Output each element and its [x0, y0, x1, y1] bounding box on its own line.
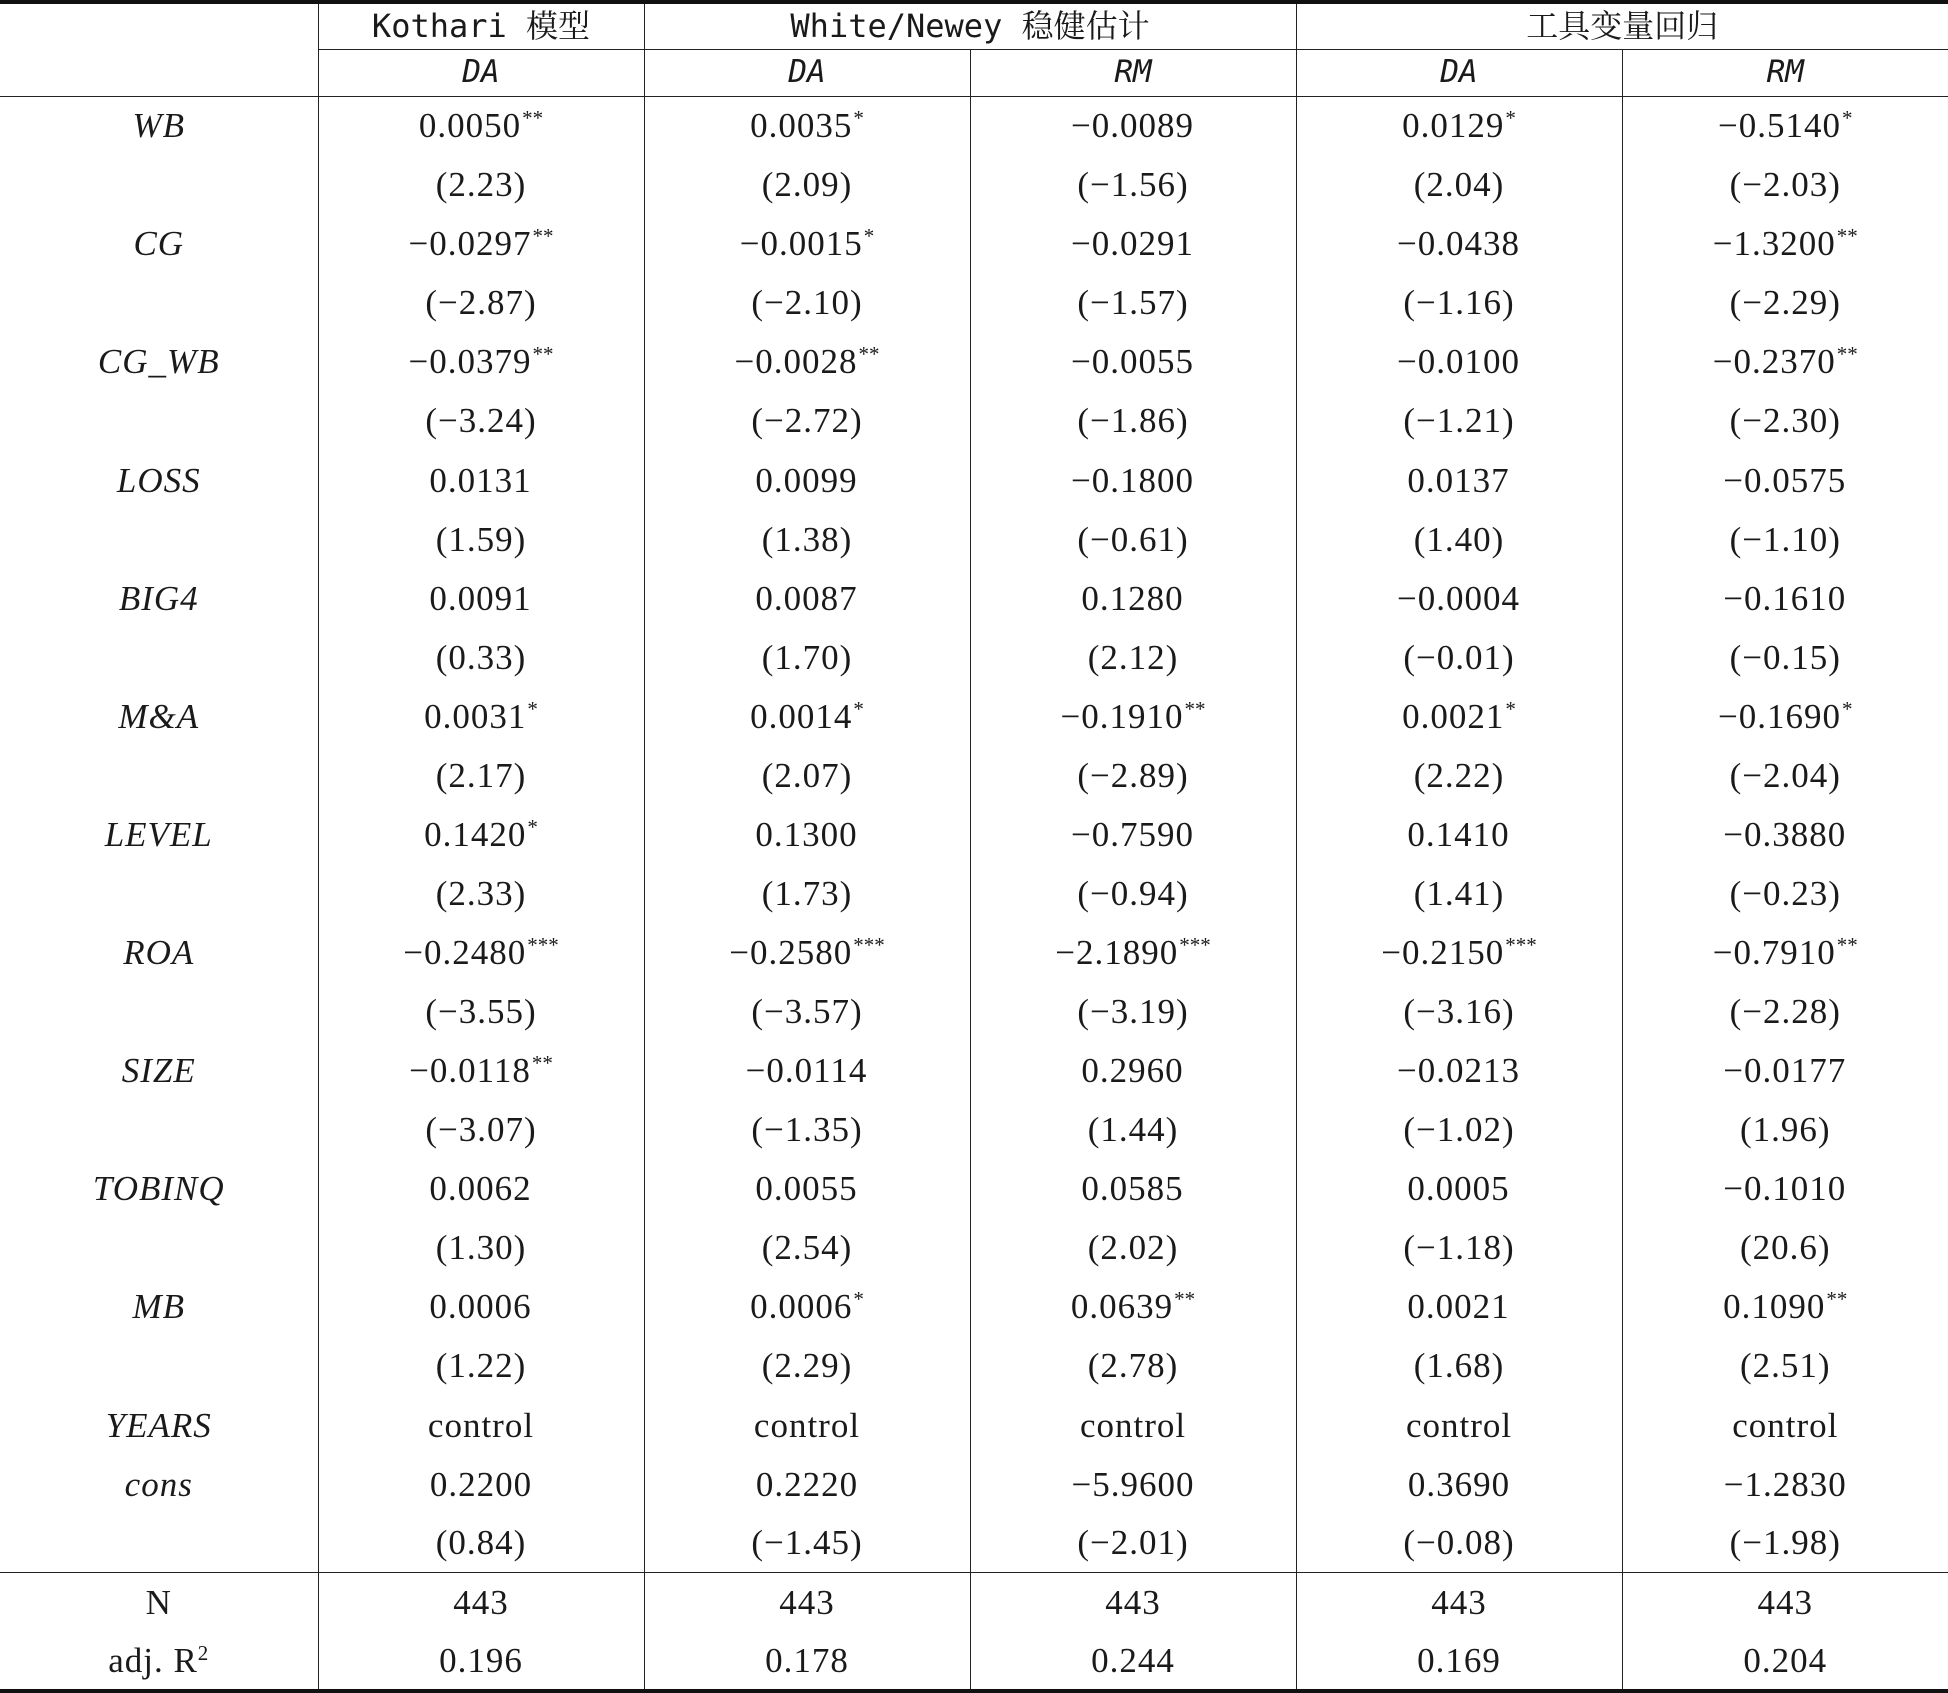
coefficient-cell [1622, 1041, 1948, 1100]
coefficient-value: 0.1410 [1407, 814, 1510, 854]
t-statistic-cell: (−2.28) [1622, 982, 1948, 1041]
significance-stars: * [1842, 696, 1853, 721]
t-statistic-cell: (2.07) [644, 746, 970, 805]
row-variable-label: ROA [123, 933, 195, 972]
t-statistic-cell: (1.40) [1296, 510, 1622, 569]
row-stub-empty [0, 982, 318, 1041]
coefficient-value: −0.1910 [1060, 696, 1184, 736]
significance-stars: * [527, 696, 538, 721]
t-statistic-cell: (1.73) [644, 864, 970, 923]
coefficient-value: −0.7910 [1712, 933, 1836, 972]
coefficient-value: −0.0177 [1723, 1051, 1847, 1091]
coefficient-cell [318, 450, 644, 509]
t-statistic-cell: (2.17) [318, 746, 644, 805]
t-statistic-cell: (−0.15) [1622, 628, 1948, 687]
row-stub-empty [0, 510, 318, 569]
coefficient-cell: −1.2830 [1622, 1455, 1948, 1514]
coefficient-cell [1622, 332, 1948, 391]
significance-stars: * [1505, 106, 1516, 131]
t-statistic-cell: (2.33) [318, 864, 644, 923]
t-statistic-cell: (2.51) [1622, 1336, 1948, 1395]
coefficient-cell: 0.2200 [318, 1455, 644, 1514]
coefficient-cell [318, 805, 644, 864]
coefficient-value: −0.1010 [1723, 1169, 1847, 1209]
row-variable-label: LOSS [116, 460, 201, 500]
coefficient-cell [970, 923, 1296, 982]
coefficient-cell [970, 1277, 1296, 1336]
observation-count-cell: 443 [644, 1573, 970, 1632]
t-statistic-cell: (−3.19) [970, 982, 1296, 1041]
coefficient-cell [1622, 450, 1948, 509]
column-subheader: RM [1622, 49, 1948, 96]
row-stub-empty [0, 628, 318, 687]
row-variable-label: WB [132, 106, 186, 146]
coefficient-cell: 0.2220 [644, 1455, 970, 1514]
t-statistic-cell: (20.6) [1622, 1218, 1948, 1277]
significance-stars: * [863, 224, 875, 249]
coefficient-cell [318, 569, 644, 628]
coefficient-cell [970, 1159, 1296, 1218]
control-cell: control [318, 1395, 644, 1454]
coefficient-cell [318, 1277, 644, 1336]
coefficient-cell [1296, 450, 1622, 509]
row-stub-empty [0, 746, 318, 805]
adj-r2-cell: 0.196 [318, 1632, 644, 1691]
significance-stars: *** [1505, 933, 1537, 957]
significance-stars: * [527, 814, 538, 839]
significance-stars: *** [527, 933, 559, 957]
t-statistic-cell: (−2.87) [318, 273, 644, 332]
row-variable-label: LEVEL [104, 814, 213, 854]
coefficient-value: 0.0006 [750, 1287, 853, 1327]
t-statistic-cell: (−1.56) [970, 155, 1296, 214]
header-stub [0, 2, 318, 96]
adj-r2-cell: 0.204 [1622, 1632, 1948, 1691]
coefficient-cell [318, 332, 644, 391]
coefficient-value: 0.0087 [755, 578, 858, 618]
coefficient-value: −0.2150 [1381, 933, 1505, 972]
t-statistic-cell: (−1.45) [644, 1514, 970, 1573]
t-statistic-cell: (1.59) [318, 510, 644, 569]
row-stub-empty [0, 391, 318, 450]
column-subheader: DA [1296, 49, 1622, 96]
t-statistic-cell: (−2.03) [1622, 155, 1948, 214]
coefficient-value: −0.2370 [1712, 342, 1836, 382]
coefficient-cell [970, 214, 1296, 273]
coefficient-value: −0.0100 [1397, 342, 1521, 382]
coefficient-cell [970, 96, 1296, 155]
significance-stars: *** [1179, 933, 1211, 957]
t-statistic-cell: (−1.10) [1622, 510, 1948, 569]
column-group-header: 工具变量回归 [1296, 2, 1948, 49]
coefficient-cell [1296, 214, 1622, 273]
coefficient-value: −0.1690 [1718, 696, 1842, 736]
t-statistic-cell: (1.22) [318, 1336, 644, 1395]
coefficient-cell [318, 214, 644, 273]
significance-stars: * [1505, 696, 1516, 721]
control-cell: control [1296, 1395, 1622, 1454]
control-cell: control [970, 1395, 1296, 1454]
adj-r2-cell: 0.244 [970, 1632, 1296, 1691]
control-cell: control [644, 1395, 970, 1454]
row-stub-empty [0, 155, 318, 214]
t-statistic-cell: (−1.21) [1296, 391, 1622, 450]
row-variable-label: YEARS [105, 1405, 212, 1445]
t-statistic-cell: (1.68) [1296, 1336, 1622, 1395]
coefficient-value: −0.1610 [1723, 578, 1847, 618]
significance-stars: ** [1836, 224, 1858, 249]
column-subheader: RM [970, 49, 1296, 96]
significance-stars: ** [1184, 696, 1206, 721]
coefficient-cell [644, 569, 970, 628]
coefficient-value: 0.0006 [429, 1287, 532, 1327]
adj-r2-superscript: 2 [197, 1640, 210, 1665]
coefficient-value: 0.0639 [1070, 1287, 1174, 1327]
coefficient-value: −0.0015 [739, 224, 863, 264]
significance-stars: ** [532, 342, 554, 367]
t-statistic-cell: (−2.29) [1622, 273, 1948, 332]
t-statistic-cell: (−3.07) [318, 1100, 644, 1159]
coefficient-value: 0.0050 [418, 106, 522, 146]
coefficient-cell [644, 687, 970, 746]
coefficient-value: 0.0005 [1407, 1169, 1510, 1209]
coefficient-cell [970, 687, 1296, 746]
significance-stars: ** [532, 224, 554, 249]
coefficient-value: −0.3880 [1723, 814, 1847, 854]
significance-stars: ** [1836, 342, 1858, 367]
coefficient-cell: −5.9600 [970, 1455, 1296, 1514]
coefficient-cell [644, 332, 970, 391]
coefficient-cell [644, 1277, 970, 1336]
row-variable-label: TOBINQ [92, 1169, 225, 1209]
significance-stars: * [853, 1287, 864, 1312]
coefficient-value: 0.0137 [1407, 460, 1510, 500]
row-variable-label: M&A [118, 696, 200, 736]
coefficient-value: 0.1420 [424, 814, 527, 854]
column-subheader: DA [318, 49, 644, 96]
coefficient-cell [1296, 332, 1622, 391]
coefficient-cell [318, 1041, 644, 1100]
coefficient-value: −0.0118 [409, 1051, 531, 1091]
t-statistic-cell: (2.02) [970, 1218, 1296, 1277]
coefficient-cell [1622, 1277, 1948, 1336]
coefficient-value: 0.1280 [1081, 578, 1184, 618]
coefficient-value: −0.0297 [408, 224, 532, 264]
coefficient-cell [1296, 805, 1622, 864]
row-variable-label: CG [133, 224, 185, 264]
coefficient-value: −0.7590 [1071, 814, 1194, 854]
row-stub-empty [0, 1218, 318, 1277]
t-statistic-cell: (1.70) [644, 628, 970, 687]
significance-stars: ** [531, 1051, 553, 1076]
coefficient-value: 0.0131 [429, 460, 532, 500]
coefficient-value: −0.0089 [1071, 106, 1194, 146]
t-statistic-cell: (2.12) [970, 628, 1296, 687]
coefficient-cell [1296, 687, 1622, 746]
coefficient-cell [970, 805, 1296, 864]
coefficient-value: −0.2480 [403, 933, 527, 972]
row-variable-label: N [0, 1573, 318, 1632]
t-statistic-cell: (−1.86) [970, 391, 1296, 450]
coefficient-value: 0.0099 [755, 460, 858, 500]
t-statistic-cell: (2.23) [318, 155, 644, 214]
coefficient-cell [1296, 1277, 1622, 1336]
observation-count-cell: 443 [970, 1573, 1296, 1632]
coefficient-cell [1622, 805, 1948, 864]
coefficient-value: 0.2960 [1081, 1051, 1184, 1091]
adj-r2-label: adj. R [108, 1640, 198, 1680]
coefficient-cell [970, 450, 1296, 509]
coefficient-value: 0.0021 [1407, 1287, 1510, 1327]
t-statistic-cell: (−0.23) [1622, 864, 1948, 923]
observation-count-cell: 443 [1622, 1573, 1948, 1632]
coefficient-cell [644, 1041, 970, 1100]
control-cell: control [1622, 1395, 1948, 1454]
coefficient-cell [1296, 569, 1622, 628]
coefficient-cell: 0.3690 [1296, 1455, 1622, 1514]
t-statistic-cell: (−1.35) [644, 1100, 970, 1159]
coefficient-cell [1296, 1159, 1622, 1218]
significance-stars: * [1842, 106, 1853, 131]
t-statistic-cell: (−2.89) [970, 746, 1296, 805]
coefficient-cell [1622, 1159, 1948, 1218]
row-variable-label: MB [132, 1287, 186, 1327]
coefficient-cell [318, 687, 644, 746]
t-statistic-cell: (1.30) [318, 1218, 644, 1277]
t-statistic-cell: (−3.16) [1296, 982, 1622, 1041]
t-statistic-cell: (−1.18) [1296, 1218, 1622, 1277]
column-group-header: White/Newey 稳健估计 [644, 2, 1296, 49]
coefficient-value: −0.0438 [1397, 224, 1521, 264]
row-variable-label: CG_WB [97, 342, 220, 382]
coefficient-value: −0.2580 [729, 933, 853, 972]
row-variable-label [0, 1632, 318, 1691]
t-statistic-cell: (1.96) [1622, 1100, 1948, 1159]
row-stub-empty [0, 1514, 318, 1573]
coefficient-value: 0.0021 [1402, 696, 1505, 736]
coefficient-value: −0.0114 [745, 1051, 868, 1091]
coefficient-cell [1622, 687, 1948, 746]
significance-stars: ** [522, 106, 544, 131]
row-variable-label: cons [124, 1464, 193, 1504]
coefficient-value: −0.0004 [1397, 578, 1521, 618]
coefficient-cell [644, 1159, 970, 1218]
coefficient-value: −0.0213 [1397, 1051, 1521, 1091]
coefficient-value: −0.5140 [1718, 106, 1842, 146]
t-statistic-cell: (2.09) [644, 155, 970, 214]
significance-stars: ** [1836, 933, 1858, 957]
coefficient-cell [644, 923, 970, 982]
t-statistic-cell: (−0.01) [1296, 628, 1622, 687]
t-statistic-cell: (−1.98) [1622, 1514, 1948, 1573]
coefficient-value: 0.0055 [755, 1169, 858, 1209]
coefficient-cell [318, 923, 644, 982]
significance-stars: ** [1826, 1287, 1848, 1312]
t-statistic-cell: (−2.72) [644, 391, 970, 450]
t-statistic-cell: (2.54) [644, 1218, 970, 1277]
t-statistic-cell: (−3.57) [644, 982, 970, 1041]
coefficient-value: −1.3200 [1712, 224, 1836, 264]
coefficient-cell [1296, 1041, 1622, 1100]
coefficient-cell [318, 96, 644, 155]
coefficient-cell [1622, 923, 1948, 982]
coefficient-value: 0.0062 [429, 1169, 532, 1209]
t-statistic-cell: (−0.61) [970, 510, 1296, 569]
column-group-header: Kothari 模型 [318, 2, 644, 49]
coefficient-value: −0.0575 [1723, 460, 1847, 500]
significance-stars: * [853, 106, 864, 131]
row-variable-label: BIG4 [118, 578, 199, 618]
row-stub-empty [0, 864, 318, 923]
t-statistic-cell: (2.04) [1296, 155, 1622, 214]
t-statistic-cell: (−2.10) [644, 273, 970, 332]
coefficient-value: 0.0585 [1081, 1169, 1184, 1209]
coefficient-cell [644, 805, 970, 864]
t-statistic-cell: (−1.57) [970, 273, 1296, 332]
significance-stars: *** [853, 933, 885, 957]
adj-r2-cell: 0.178 [644, 1632, 970, 1691]
t-statistic-cell: (−1.02) [1296, 1100, 1622, 1159]
coefficient-value: −2.1890 [1055, 933, 1179, 972]
t-statistic-cell: (2.29) [644, 1336, 970, 1395]
coefficient-value: −0.0379 [408, 342, 532, 382]
t-statistic-cell: (0.84) [318, 1514, 644, 1573]
coefficient-cell [1296, 96, 1622, 155]
t-statistic-cell: (1.41) [1296, 864, 1622, 923]
coefficient-cell [970, 1041, 1296, 1100]
coefficient-value: 0.0035 [750, 106, 853, 146]
coefficient-cell [1296, 923, 1622, 982]
t-statistic-cell: (−3.24) [318, 391, 644, 450]
coefficient-value: 0.1300 [755, 814, 858, 854]
t-statistic-cell: (−0.94) [970, 864, 1296, 923]
coefficient-cell [318, 1159, 644, 1218]
coefficient-cell [1622, 214, 1948, 273]
coefficient-value: 0.0091 [429, 578, 532, 618]
t-statistic-cell: (−2.30) [1622, 391, 1948, 450]
observation-count-cell: 443 [1296, 1573, 1622, 1632]
coefficient-value: 0.0031 [424, 696, 527, 736]
coefficient-cell [1622, 569, 1948, 628]
coefficient-value: 0.1090 [1723, 1287, 1826, 1327]
coefficient-cell [644, 214, 970, 273]
t-statistic-cell: (−0.08) [1296, 1514, 1622, 1573]
significance-stars: * [853, 696, 864, 721]
t-statistic-cell: (1.44) [970, 1100, 1296, 1159]
coefficient-cell [970, 332, 1296, 391]
adj-r2-cell: 0.169 [1296, 1632, 1622, 1691]
observation-count-cell: 443 [318, 1573, 644, 1632]
coefficient-value: −0.0291 [1071, 224, 1194, 264]
t-statistic-cell: (−2.04) [1622, 746, 1948, 805]
significance-stars: ** [1174, 1287, 1196, 1312]
row-stub-empty [0, 273, 318, 332]
coefficient-cell [644, 450, 970, 509]
coefficient-value: 0.0129 [1402, 106, 1505, 146]
significance-stars: ** [858, 342, 880, 367]
coefficient-cell [970, 569, 1296, 628]
coefficient-cell [1622, 96, 1948, 155]
t-statistic-cell: (1.38) [644, 510, 970, 569]
coefficient-value: −0.1800 [1071, 460, 1194, 500]
t-statistic-cell: (−1.16) [1296, 273, 1622, 332]
coefficient-value: −0.0055 [1071, 342, 1194, 382]
coefficient-value: 0.0014 [750, 696, 853, 736]
coefficient-cell [644, 96, 970, 155]
row-stub-empty [0, 1336, 318, 1395]
column-subheader: DA [644, 49, 970, 96]
t-statistic-cell: (−3.55) [318, 982, 644, 1041]
t-statistic-cell: (0.33) [318, 628, 644, 687]
coefficient-value: −0.0028 [734, 342, 858, 382]
row-variable-label: SIZE [121, 1051, 196, 1091]
row-stub-empty [0, 1100, 318, 1159]
t-statistic-cell: (2.22) [1296, 746, 1622, 805]
t-statistic-cell: (−2.01) [970, 1514, 1296, 1573]
t-statistic-cell: (2.78) [970, 1336, 1296, 1395]
